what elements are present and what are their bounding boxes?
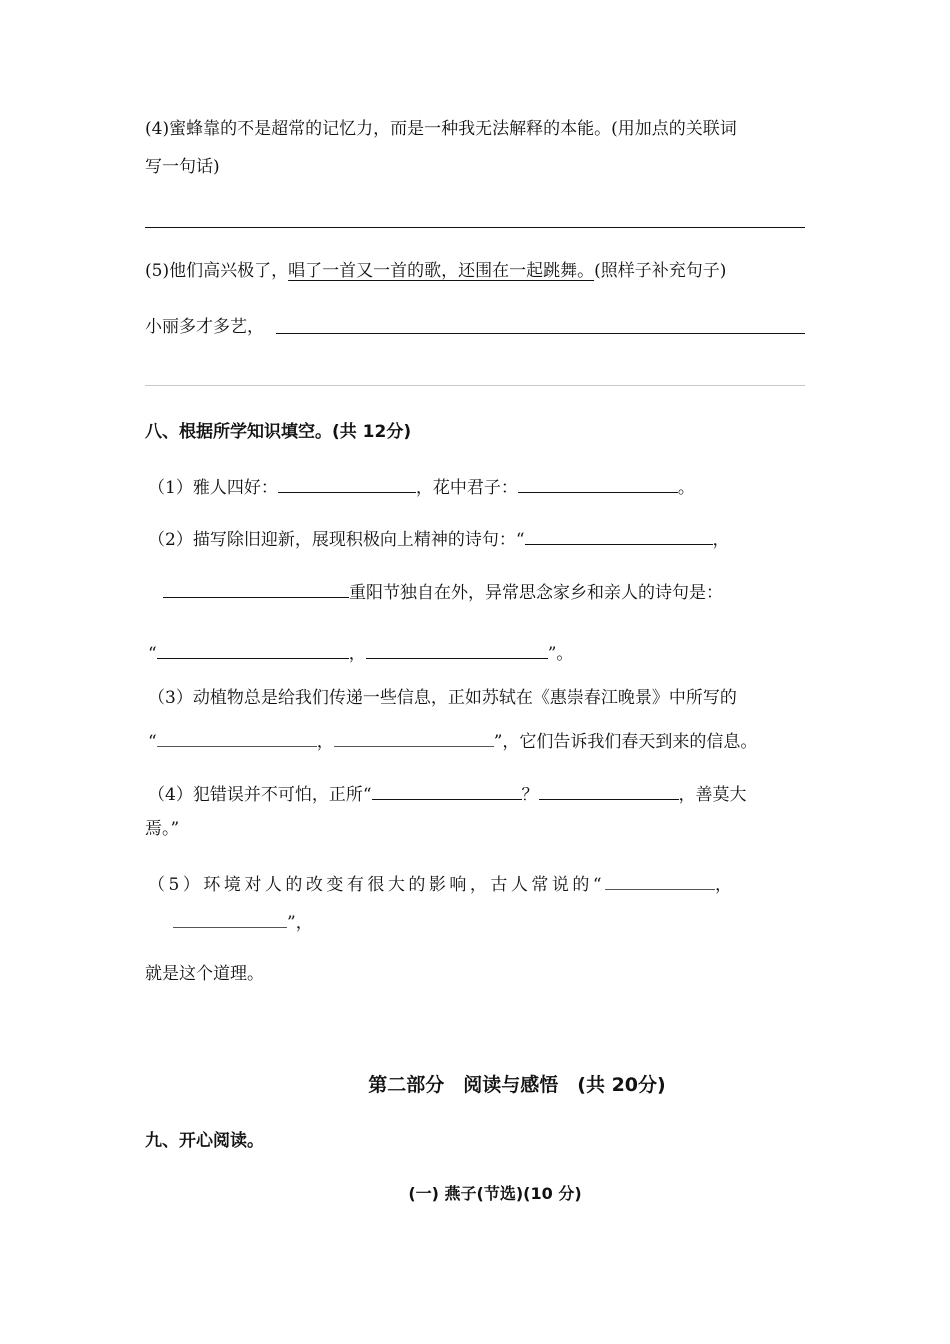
q8-item5-line1: [148, 872, 736, 897]
q8-item1-prefix: （1）雅人四好：: [148, 478, 278, 498]
q8-item3-open: “: [148, 732, 157, 752]
q8-item5-blank1[interactable]: [605, 872, 715, 890]
q8-item4-q: ？: [521, 785, 539, 805]
q7-item4-answer-line[interactable]: [145, 227, 805, 228]
q7-item5-line: [145, 259, 726, 283]
q7-item4-line2: 写一句话): [145, 157, 220, 177]
q8-item5-blank2[interactable]: [173, 910, 287, 928]
q8-item2-blank3[interactable]: [157, 641, 349, 659]
q8-item1: [148, 475, 695, 500]
q7-item5-prefix: (5)他们高兴极了，: [145, 261, 289, 281]
q8-item3-line2: [148, 729, 757, 754]
q8-item2-open-quote: “: [148, 644, 157, 664]
q8-item4-prefix: （4）犯错误并不可怕，正所“: [148, 785, 372, 805]
q7-item5-example: 唱了一首又一首的歌，还围在一起跳舞。: [288, 261, 595, 281]
q8-item4-line1: [148, 782, 747, 807]
q8-item2-line3: [148, 641, 573, 666]
q8-item3-line1: （3）动植物总是给我们传递一些信息，正如苏轼在《惠崇春江晚景》中所写的: [148, 688, 737, 708]
q8-item2-blank1[interactable]: [525, 527, 713, 545]
q8-item2-line2: [163, 580, 723, 605]
q8-item3-sep: ，: [316, 732, 334, 752]
part2-heading: 第二部分 阅读与感悟 (共 20分): [368, 1074, 666, 1096]
q8-item1-end: 。: [677, 478, 695, 498]
q7-item5-answer-line-2[interactable]: [145, 385, 805, 386]
q8-item4-blank1[interactable]: [372, 782, 522, 800]
q8-item3-close: ”，它们告诉我们春天到来的信息。: [493, 732, 758, 752]
q9-title: 九、开心阅读。: [145, 1131, 264, 1151]
q7-item5-answer-line[interactable]: [276, 333, 805, 334]
q8-title: 八、根据所学知识填空。(共 12分): [145, 422, 412, 442]
q8-item2-line1: [148, 527, 730, 552]
q8-item5-comma: ，: [715, 875, 736, 895]
q8-item2-comma: ，: [712, 530, 730, 550]
q8-item1-mid: ，花中君子：: [415, 478, 518, 498]
q8-item2-close: ”。: [547, 644, 574, 664]
q8-item4-line2: 焉。”: [145, 819, 180, 839]
q8-item5-text: （5）环境对人的改变有很大的影响，古人常说的“: [148, 875, 606, 895]
q8-item4-suffix: ，善莫大: [678, 785, 747, 805]
q8-item2-text2: 重阳节独自在外，异常思念家乡和亲人的诗句是：: [349, 583, 723, 603]
q8-item5-close: ”，: [287, 913, 313, 933]
q8-item2-blank4[interactable]: [366, 641, 548, 659]
q8-item1-blank2[interactable]: [518, 475, 678, 493]
q8-item1-blank1[interactable]: [278, 475, 416, 493]
q7-item5-instruction: (照样子补充句子): [594, 261, 727, 281]
q8-item2-sep: ，: [348, 644, 366, 664]
q7-item4-line1: (4)蜜蜂靠的不是超常的记忆力，而是一种我无法解释的本能。(用加点的关联词: [145, 119, 737, 139]
passage-title: (一) 燕子(节选)(10 分): [408, 1184, 582, 1203]
q8-item5-line3: 就是这个道理。: [145, 964, 264, 984]
q8-item5-line2: [173, 910, 313, 935]
q8-item3-blank1[interactable]: [157, 729, 317, 747]
q8-item2-blank2[interactable]: [163, 580, 349, 598]
q8-item3-blank2[interactable]: [334, 729, 494, 747]
q8-item4-blank2[interactable]: [539, 782, 679, 800]
q7-item5-answer-prefix: 小丽多才多艺，: [145, 317, 264, 337]
q8-item2-text: （2）描写除旧迎新，展现积极向上精神的诗句：“: [148, 530, 525, 550]
